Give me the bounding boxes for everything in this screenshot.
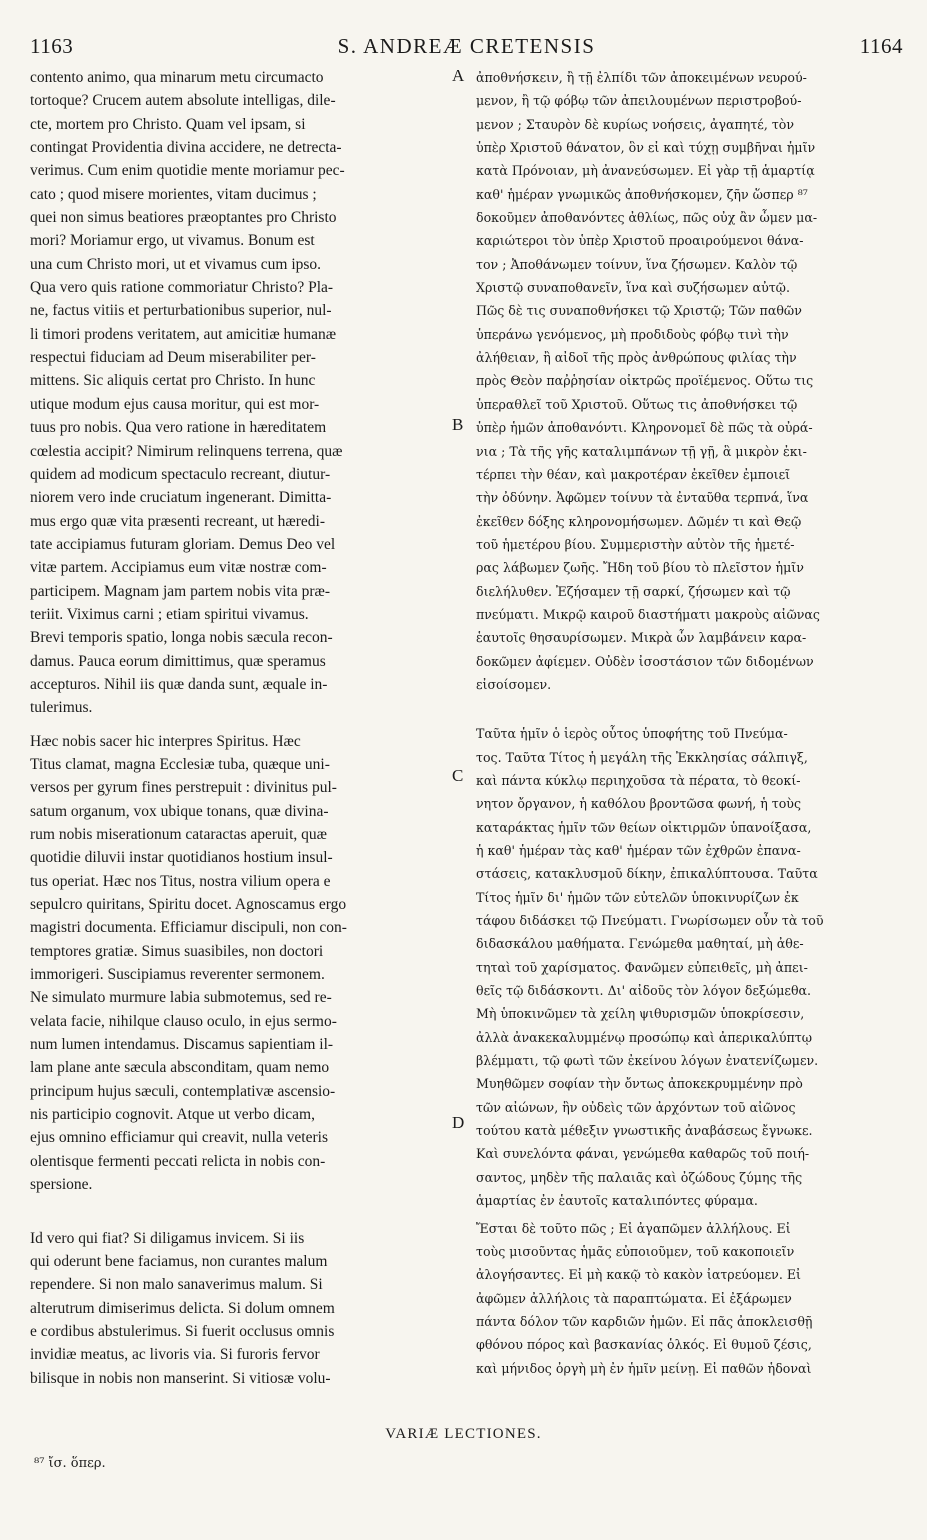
text-line: contingat Providentia divina accidere, ne detrecta- <box>30 139 342 157</box>
text-line: μενον, ἢ τῷ φόβῳ τῶν ἀπειλουμένων περιστροβού- <box>476 93 802 109</box>
text-line: τέρπει τὴν θέαν, καὶ μακροτέραν ἐκεῖθεν ἐμποιεῖ <box>476 466 791 482</box>
text-line: Titus clamat, magna Ecclesiæ tuba, quæque uni- <box>30 755 330 773</box>
text-line: ne, factus vitiis et perturbationibus superior, nul- <box>30 302 332 320</box>
text-line: Ne simulato murmure labia submotemus, sed re- <box>30 989 332 1007</box>
text-line: bilisque in nobis non manserint. Si vitiosæ volu- <box>30 1369 331 1387</box>
text-line: διδασκάλου μαθήματα. Γενώμεθα μαθηταί, μὴ ἀθε- <box>476 936 804 952</box>
text-line: τος. Ταῦτα Τίτος ἡ μεγάλη τῆς Ἐκκλησίας σάλπιγξ, <box>476 749 808 765</box>
text-line: alterutrum dimiserimus delicta. Si dolum omnem <box>30 1299 335 1317</box>
text-line: ἁμαρτίας ἐν ἑαυτοῖς καταλιπόντες φύραμα. <box>476 1193 758 1209</box>
margin-letter-b: B <box>452 415 464 434</box>
text-line: πνεύματι. Μικρῷ καιροῦ διαστήματι μακροὺς αἰῶνας <box>476 606 820 622</box>
text-line: versos per gyrum fines perstrepuit : divinitus pul- <box>30 779 337 797</box>
text-line: immorigeri. Suscipiamus reverenter sermonem. <box>30 966 325 984</box>
text-line: quei non simus beatiores præoptantes pro Christo <box>30 209 337 227</box>
text-line: ἑαυτοῖς θησαυρίσωμεν. Μικρὰ ὧν λαμβάνειν καρα- <box>476 630 807 646</box>
text-line: στάσεις, κατακλυσμοῦ δίκην, ἐπικαλύπτουσα. Ταῦτα <box>476 866 818 882</box>
text-line: tortoque? Crucem autem absolute intelligas, dile- <box>30 92 336 110</box>
text-line: δοκοῦμεν ἀποθανόντες ἀθλίως, πῶς οὐχ ἂν ὦμεν μα- <box>476 210 818 226</box>
text-line: Πῶς δὲ τις συναποθνήσκει τῷ Χριστῷ; Τῶν παθῶν <box>476 303 802 319</box>
text-line: principum hujus sæculi, contemplativæ ascensio- <box>30 1082 336 1100</box>
running-header <box>30 34 903 64</box>
text-line: qui oderunt bene faciamus, non curantes malum <box>30 1252 328 1270</box>
text-line: verimus. Cum enim quotidie mente moriamur pec- <box>30 162 345 180</box>
text-line: καριώτεροι τὸν ὑπὲρ Χριστοῦ προαιρούμενοι θάνα- <box>476 233 804 249</box>
text-line: velata facie, nihilque clauso oculo, in ejus sermo- <box>30 1012 337 1030</box>
text-line: Τίτος ἡμῖν δι' ἡμῶν τῶν εὐτελῶν ὑποκινυρίζων ἐκ <box>476 889 799 905</box>
text-line: ὑπεραθλεῖ τοῦ Χριστοῦ. Οὕτως τις ἀποθνήσκει τῷ <box>476 396 798 412</box>
text-line: sepulcro quiritans, Spiritu docet. Agnoscamus ergo <box>30 896 347 914</box>
text-line: τοὺς μισοῦντας ἡμᾶς εὐποιοῦμεν, τοῦ κακοποιεῖν <box>476 1243 795 1259</box>
text-line: tulerimus. <box>30 699 93 717</box>
text-line: διελήλυθεν. Ἐζήσαμεν τῇ σαρκί, ζήσωμεν καὶ τῷ <box>476 583 791 599</box>
text-line: e cordibus abstulerimus. Si fuerit occlusus omnis <box>30 1322 335 1340</box>
text-line: ἡ καθ' ἡμέραν τὰς καθ' ἡμέραν τῶν ἐχθρῶν ἐπανα- <box>476 843 801 858</box>
text-line: temptores gratiæ. Simus suasibiles, non doctori <box>30 942 324 960</box>
text-line: ἀλήθειαν, ἢ αἰδοῖ τῆς πρὸς ἀνθρώπους φιλίας τὴν <box>476 350 797 366</box>
text-line: τούτου κατὰ μέθεξιν γνωστικῆς ἀναβάσεως ἔγνωκε. <box>476 1123 813 1139</box>
text-line: μενον ; Σταυρὸν δὲ κυρίως νοήσεις, ἀγαπητέ, τὸν <box>476 116 795 132</box>
text-line: Μὴ ὑποκινῶμεν τὰ χείλη ψιθυρισμῶν ὑποκρίσεσιν, <box>476 1006 805 1022</box>
text-line: τῶν αἰώνων, ἣν οὐδεὶς τῶν ἀρχόντων τοῦ αἰῶνος <box>476 1099 796 1115</box>
text-line: rum nobis miserationum cataractas aperuit, quæ <box>30 826 327 843</box>
margin-letter-a: A <box>452 66 465 85</box>
text-line: ὑπὲρ ἡμῶν ἀποθανόντι. Κληρονομεῖ δὲ πῶς τὰ οὐρά- <box>476 420 813 436</box>
text-line: spersione. <box>30 1176 93 1194</box>
text-line: πρὸς Θεὸν παῤῥησίαν οἰκτρῶς προϊέμενος. Οὕτω τις <box>476 373 814 389</box>
margin-letter-d: D <box>452 1113 465 1132</box>
text-line: τηταὶ τοῦ χαρίσματος. Φανῶμεν εὐπειθεῖς, μὴ ἀπει- <box>476 959 808 975</box>
text-line: magistri documenta. Efficiamur discipuli, non con- <box>30 919 347 937</box>
text-line: τὴν ὀδύνην. Ἀφῶμεν τοίνυν τὰ ἐνταῦθα τερπνά, ἵνα <box>476 490 809 506</box>
text-line: olentisque fermenti peccati relicta in nobis con- <box>30 1152 326 1170</box>
text-line: Brevi temporis spatio, longa nobis sæcula recon- <box>30 629 333 647</box>
text-line: ejus omnino efficiamur qui creavit, nulla veteris <box>30 1129 328 1147</box>
text-line: mori? Moriamur ergo, ut vivamus. Bonum est <box>30 232 315 250</box>
text-line: ἀλογήσαντες. Εἰ μὴ κακῷ τὸ κακὸν ἰατρεύομεν. Εἰ <box>476 1267 801 1283</box>
text-line: Id vero qui fiat? Si diligamus invicem. Si iis <box>30 1229 305 1247</box>
text-line: lam plane ante sæcula absconditam, quam nemo <box>30 1059 330 1077</box>
text-line: ἀλλὰ ἀνακεκαλυμμένῳ προσώπῳ καὶ ἀπερικαλύπτῳ <box>476 1029 813 1045</box>
text-line: κατὰ Πρόνοιαν, μὴ ἀνανεύσωμεν. Εἰ γὰρ τῇ ἁμαρτίᾳ <box>476 163 815 179</box>
text-line: νητον ὄργανον, ἡ καθόλου βροντῶσα φωνή, ἡ τοὺς <box>476 796 802 812</box>
text-line: ὑπὲρ Χριστοῦ θάνατον, ὃν εἰ καὶ τύχῃ συμβῆναι ἡμῖν <box>476 140 816 156</box>
text-line: li timori prodens veritatem, aut amicitiæ humanæ <box>30 325 337 343</box>
text-line: καὶ πάντα κύκλῳ περιηχοῦσα τὰ πέρατα, τὸ θεοκί- <box>476 772 801 788</box>
text-line: καθ' ἡμέραν γνωμικῶς ἀποθνήσκομεν, ζῆν ὥσπερ ⁸⁷ <box>476 186 808 202</box>
text-line: utique modum ejus causa moritur, qui est mor- <box>30 395 320 413</box>
text-line: ἀφῶμεν ἀλλήλοις τὰ παραπτώματα. Εἰ ἐξάρωμεν <box>476 1290 792 1306</box>
text-line: Χριστῷ συναποθανεῖν, ἵνα καὶ συζήσωμεν αὐτῷ. <box>476 280 790 296</box>
text-line: νια ; Τὰ τῆς γῆς καταλιμπάνων τῇ γῇ, ἃ μικρὸν ἐκι- <box>476 443 807 459</box>
text-line: βλέμματι, τῷ φωτὶ τῶν ἐκείνου λόγων ἐνατενίζωμεν. <box>476 1053 819 1069</box>
text-line: τάφου διδάσκει τῷ Πνεύματι. Γνωρίσωμεν οὖν τὰ τοῦ <box>476 913 824 929</box>
text-line: καταράκτας ἡμῖν τῶν θείων οἰκτιρμῶν ὑπανοίξασα, <box>476 819 812 835</box>
text-line: niorem vero inde cruciatum ingenerant. Dimitta- <box>30 489 332 507</box>
text-line: accepturos. Nihil iis quæ danda sunt, æquale in- <box>30 675 328 693</box>
running-title: S. ANDREÆ CRETENSIS <box>337 34 596 58</box>
text-line: cato ; quod misere morientes, vitam ducimus ; <box>30 185 317 203</box>
text-line: cœlestia accipit? Nimirum relinquens terrena, quæ <box>30 442 343 460</box>
text-line: cte, mortem pro Christo. Quam vel ipsam, si <box>30 115 306 133</box>
text-line: participem. Magnam jam partem nobis vita præ- <box>30 582 331 600</box>
text-line: δοκῶμεν ἀφίεμεν. Οὐδὲν ἰσοστάσιον τῶν διδομένων <box>476 653 814 669</box>
text-line: ρας λάβωμεν ζωῆς. Ἤδη τοῦ βίου τὸ πλεῖστον ἡμῖν <box>476 560 804 576</box>
text-line: tuus pro nobis. Qua vero ratione in hæreditatem <box>30 419 327 437</box>
text-line: Ταῦτα ἡμῖν ὁ ἱερὸς οὗτος ὑποφήτης τοῦ Πνεύμα- <box>476 726 788 742</box>
text-line: num lumen intendamus. Discamus sapientiam il- <box>30 1036 334 1054</box>
text-line: una cum Christo mori, ut et vivamus cum ipso. <box>30 255 322 273</box>
text-line: Hæc nobis sacer hic interpres Spiritus. Hæc <box>30 732 301 750</box>
text-line: mittens. Sic aliquis certat pro Christo. In hunc <box>30 372 316 390</box>
page-number-right: 1164 <box>859 34 903 58</box>
text-line: rependere. Si non malo sanaverimus malum. Si <box>30 1276 323 1294</box>
text-line: ἐκεῖθεν δόξης κληρονομήσωμεν. Δῶμέν τι καὶ Θεῷ <box>476 513 802 529</box>
text-line: σαντος, μηδὲν τῆς παλαιᾶς καὶ ὀζώδους ζύμης τῆς <box>476 1169 803 1185</box>
latin-column <box>30 66 454 1390</box>
text-line: τον ; Ἀποθάνωμεν τοίνυν, ἵνα ζήσωμεν. Καλὸν τῷ <box>476 256 798 272</box>
text-line: Ἔσται δὲ τοῦτο πῶς ; Εἰ ἀγαπῶμεν ἀλλήλους. Εἰ <box>476 1220 791 1236</box>
text-line: εἰσοίσομεν. <box>476 676 552 692</box>
text-line: quidem ad modicum spectaculo recreant, diutur- <box>30 465 331 483</box>
text-line: φθόνου πόρος καὶ βασκανίας ὁλκός. Εἰ θυμοῦ ζέσις, <box>476 1337 812 1353</box>
text-line: mus ergo quæ vita præsenti recreant, ut hæredi- <box>30 512 326 530</box>
text-line: quotidie diluvii instar quotidianos hostium insul- <box>30 849 333 867</box>
text-line: vitæ partem. Accipiamus eum vitæ nostræ com- <box>30 559 327 577</box>
text-line: tate accipiamus futuram gloriam. Demus Deo vel <box>30 535 336 553</box>
text-line: ἀποθνήσκειν, ἢ τῇ ἐλπίδι τῶν ἀποκειμένων νευρού- <box>476 70 807 85</box>
text-line: satum organum, vox ubique tonans, quæ divina- <box>30 802 329 820</box>
text-line: contento animo, qua minarum metu circumacto <box>30 69 324 86</box>
text-line: teriit. Viximus carni ; etiam spiritui vivamus. <box>30 605 309 623</box>
text-line: damus. Pauca eorum dimittimus, quæ speramus <box>30 652 326 670</box>
variae-lectiones-heading: VARIÆ LECTIONES. <box>385 1426 542 1442</box>
margin-letter-c: C <box>452 766 464 785</box>
text-line: invidiæ meatus, ac livoris via. Si furoris fervor <box>30 1346 320 1364</box>
footnote: ⁸⁷ ἴσ. ὅπερ. <box>34 1456 106 1471</box>
text-line: καὶ μήνιδος ὀργὴ μὴ ἐν ἡμῖν μείνῃ. Εἰ παθῶν ἡδοναὶ <box>476 1360 812 1376</box>
greek-column <box>476 66 904 1380</box>
text-line: Καὶ συνελόντα φάναι, γενώμεθα καθαρῶς τοῦ ποιή- <box>476 1146 810 1162</box>
text-line: θεῖς τῷ διδάσκοντι. Δι' αἰδοῦς τὸν λόγον δεξώμεθα. <box>476 983 812 999</box>
text-line: τοῦ ἡμετέρου βίου. Συμμεριστὴν αὐτὸν τῆς ἡμετέ- <box>476 536 795 552</box>
page-number-left: 1163 <box>30 34 74 58</box>
text-line: nis participio cognovit. Atque ut verbo dicam, <box>30 1106 315 1124</box>
text-line: πάντα δόλον τῶν καρδιῶν ἡμῶν. Εἰ πᾶς ἀποκλεισθῇ <box>476 1313 813 1329</box>
text-line: tus operiat. Hæc nos Titus, nostra vilium opera e <box>30 872 331 890</box>
text-line: ὑπεράνω γενόμενος, μὴ προδιδοὺς φόβῳ τινὶ τὴν <box>476 326 789 342</box>
text-line: Qua vero quis ratione commoriatur Christo? Pla- <box>30 279 334 297</box>
text-line: respectui fiduciam ad Deum miserabiliter per- <box>30 349 316 367</box>
text-line: Μυηθῶμεν σοφίαν τὴν ὄντως ἀποκεκρυμμένην πρὸ <box>476 1076 803 1092</box>
